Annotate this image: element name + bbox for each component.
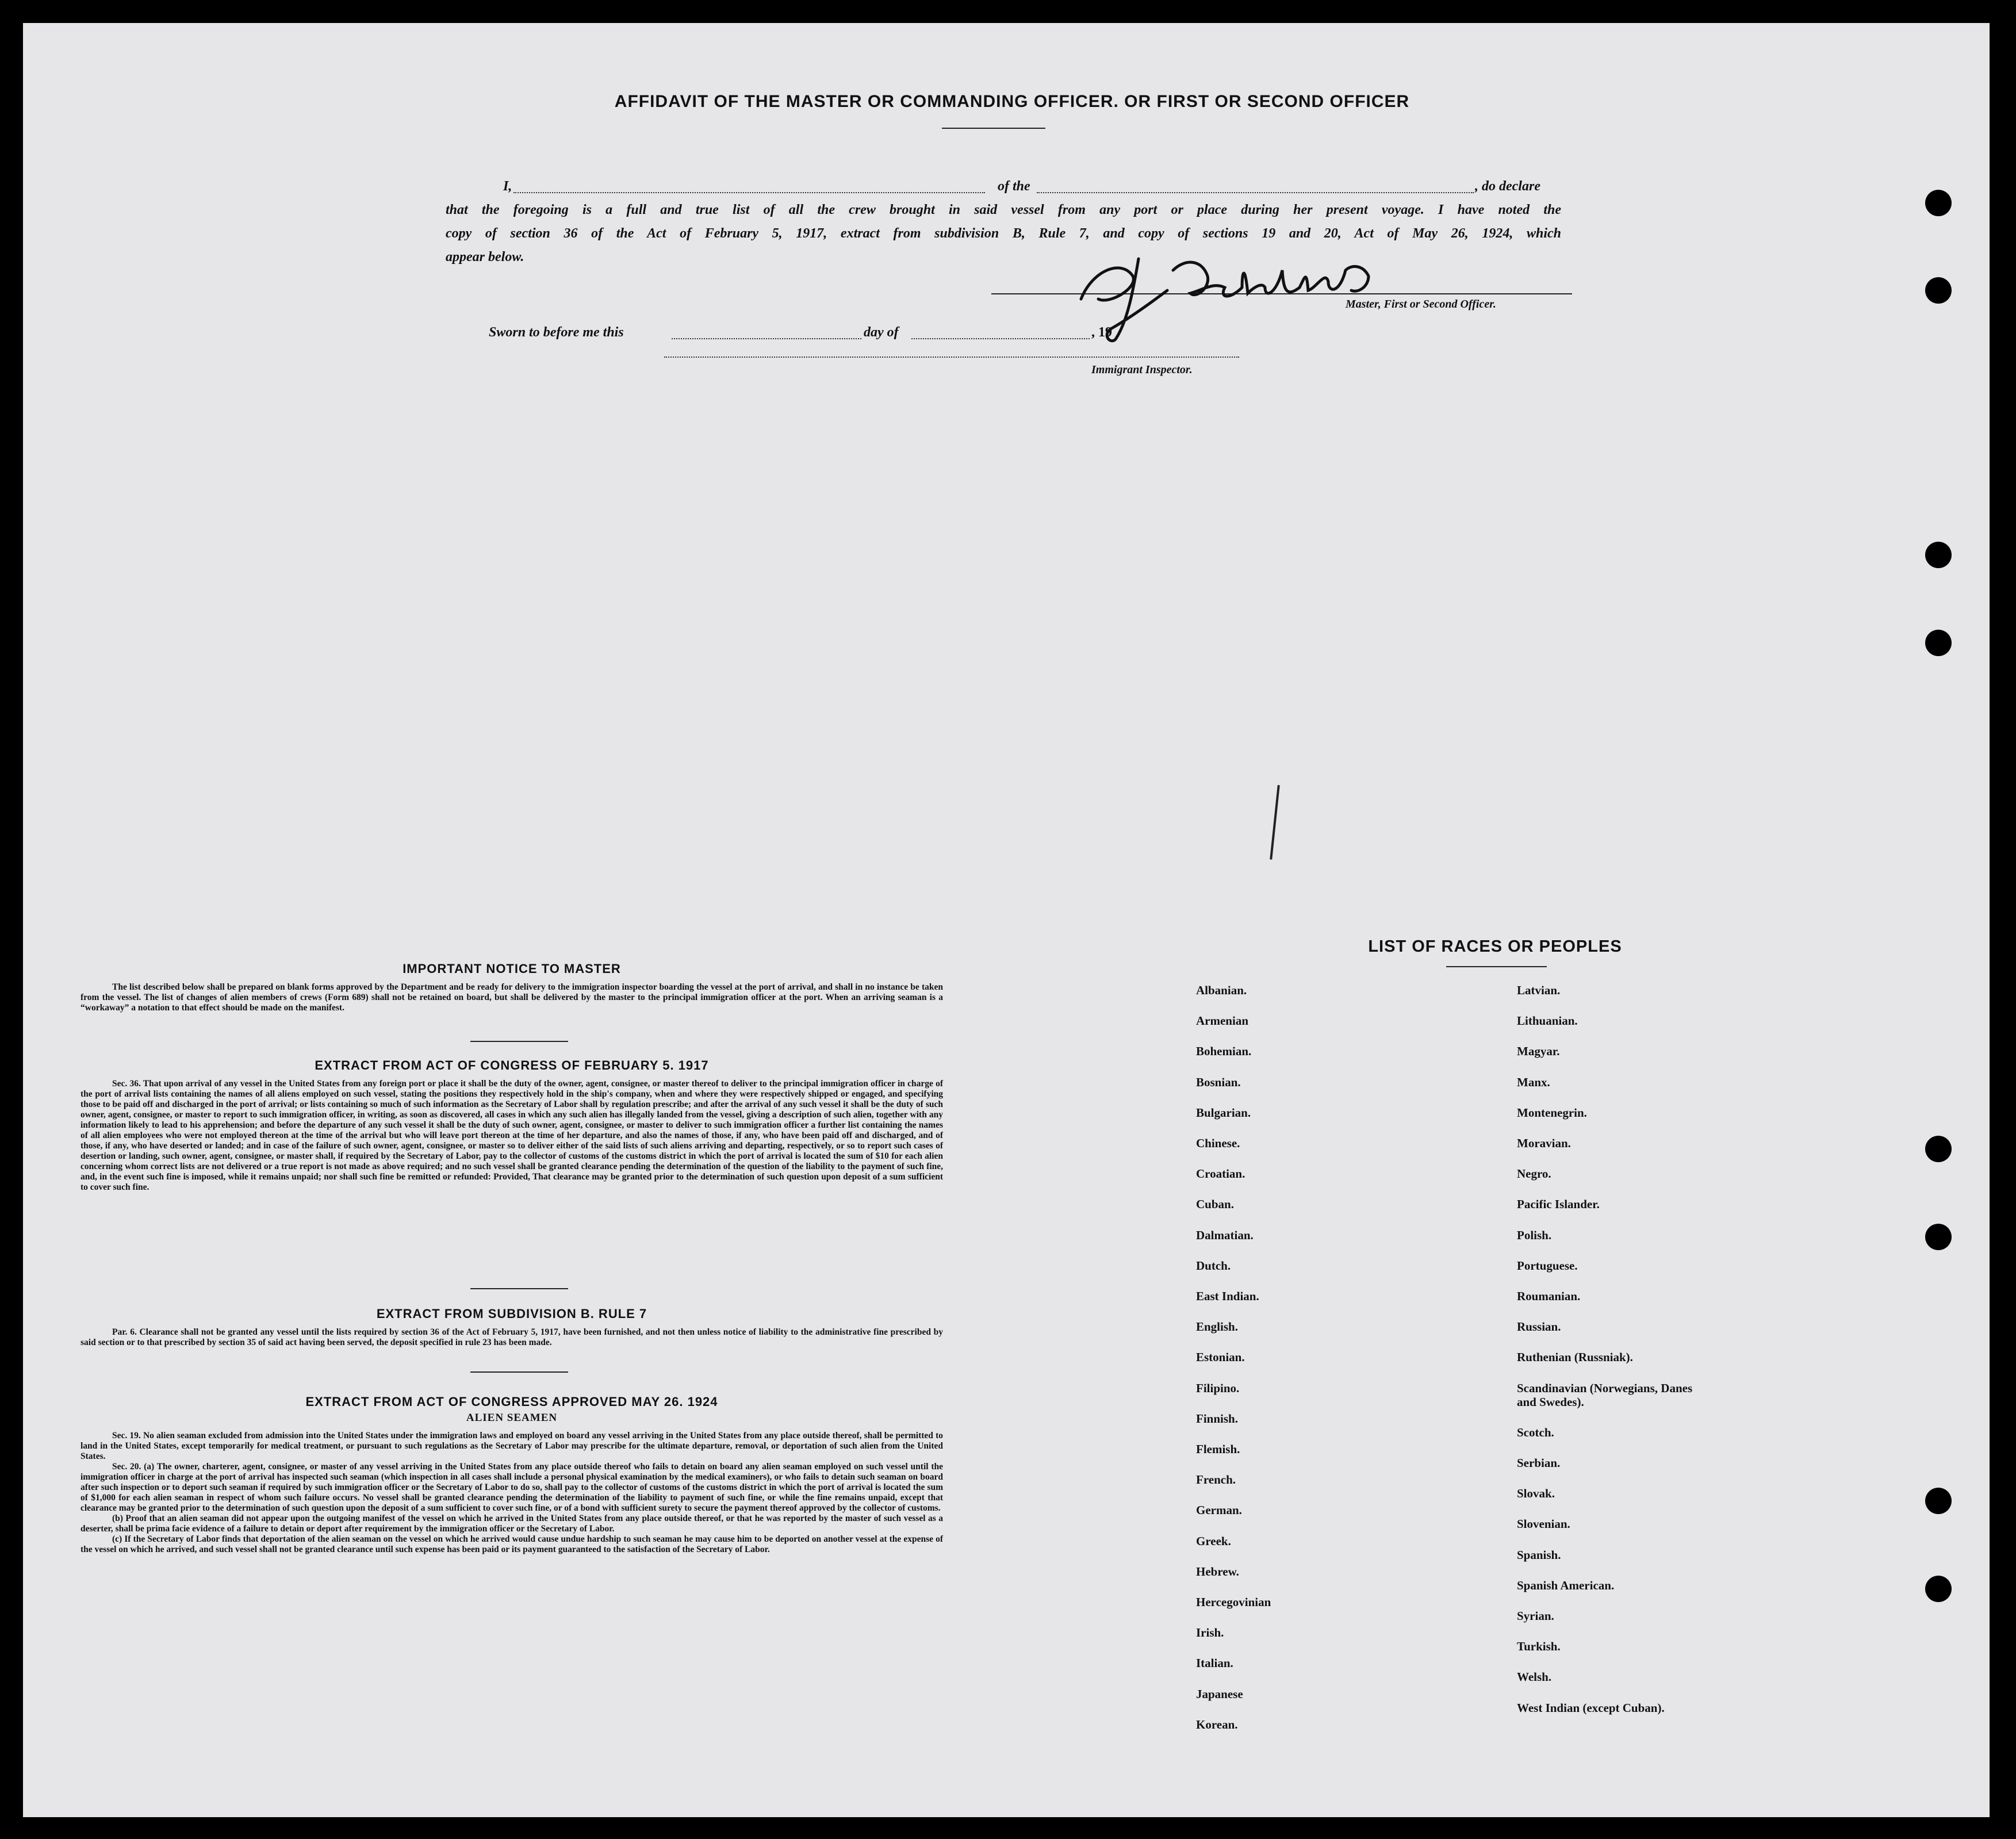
title-divider bbox=[942, 128, 1045, 129]
race-item: Greek. bbox=[1196, 1534, 1231, 1548]
races-title: LIST OF RACES OR PEOPLES bbox=[1368, 937, 1622, 956]
sec-20a-text: Sec. 20. (a) The owner, charterer, agent, consignee, or master of any vessel arriving in the United States from any place outside thereof who fails to detain on board any alien seaman employed on such vessel until the immigration officer in charge at the port of arrival has inspected such seaman (which inspection in all cases shall include a personal physical examination by the medical examiners), or who fails to detain such seaman on board after such inspection or to deport such seaman if required by such immigration officer or the Secretary of Labor to do so, shall pay to the collector of customs of the customs district in which the port of arrival is located the sum of $1,000 for each alien seaman in respect of whom such failure occurs. No vessel shall be granted clearance pending the determination of the liability to payment of such fine, or while the fine remains unpaid, except that clearance may be granted prior to the determination of such question upon the deposit of a sum sufficient to cover such fine, or of a bond with sufficient surety to secure the payment thereof approved by the collector of customs. bbox=[81, 1462, 943, 1513]
race-item: Cuban. bbox=[1196, 1197, 1234, 1212]
punch-hole bbox=[1925, 1488, 1952, 1514]
race-item: Welsh. bbox=[1517, 1670, 1552, 1684]
year-label: , 19 bbox=[1091, 325, 1112, 340]
sworn-line bbox=[489, 321, 1179, 344]
race-item: Lithuanian. bbox=[1517, 1014, 1578, 1028]
race-item: Negro. bbox=[1517, 1167, 1551, 1181]
race-item: Hebrew. bbox=[1196, 1564, 1239, 1579]
affidavit-i: I, bbox=[503, 179, 512, 194]
extract-1917-text: Sec. 36. That upon arrival of any vessel in the United States from any foreign port or place it shall be the duty of the owner, agent, consignee, or master thereof to deliver to the principal immigration officer in charge of the port of arrival lists containing the names of all aliens employed on such vessel, stating the positions they respectively hold in the ship's company, when and where they were respectively shipped or engaged, and specifying those to be paid off and discharged in the port of arrival; or lists containing so much of such information as the Secretary of Labor shall by regulation prescribe; and after the arrival of any such vessel it shall be the duty of such owner, agent, consignee, or master to report to such immigration officer, in writing, as soon as discovered, all cases in which any such alien has illegally landed from the vessel, giving a description of such alien, together with any information likely to lead to his apprehension; and before the departure of any such vessel it shall be the duty of such owner, agent, consignee, or master to deliver to such immigration officer a further list containing the names of all alien employees who were not employed thereon at the time of the arrival but who will leave port thereon at the time of her departure, and also the names of those, if any, who have been paid off and discharged, and of those, if any, who have deserted or landed; and in case of the failure of such owner, agent, consignee, or master so to deliver either of the said lists of such aliens arriving and departing, respectively, or so to report such cases of desertion or landing, such owner, agent, consignee, or master shall, if required by the Secretary of Labor, pay to the collector of customs of the customs district in which the port of arrival is located the sum of $10 for each alien concerning whom correct lists are not delivered or a true report is not made as above required; and no such vessel shall be granted clearance pending the determination of the question of the liability to the payment of such fine, and, in the event such fine is imposed, while it remains unpaid; nor shall such fine be remitted or refunded: Provided, That clearance may be granted prior to the determination of such question upon deposit of a sum sufficient to cover such fine. bbox=[81, 1079, 943, 1192]
race-item: Bosnian. bbox=[1196, 1075, 1241, 1089]
affidavit-line-4: appear below. bbox=[446, 250, 524, 265]
punch-hole bbox=[1925, 190, 1952, 216]
race-item: Filipino. bbox=[1196, 1381, 1240, 1395]
affidavit-line-2: that the foregoing is a full and true list of all the crew brought in said vessel from any port or place during her present voyage. I have noted the bbox=[446, 202, 1561, 217]
divider-1 bbox=[470, 1041, 568, 1042]
extract-1917-block bbox=[81, 1079, 943, 1193]
sworn-month-blank[interactable] bbox=[911, 338, 1090, 339]
race-item: Roumanian. bbox=[1517, 1289, 1581, 1303]
race-item: Dalmatian. bbox=[1196, 1228, 1254, 1242]
race-item: Slovak. bbox=[1517, 1486, 1555, 1501]
race-item: Turkish. bbox=[1517, 1639, 1561, 1654]
race-item: Ruthenian (Russniak). bbox=[1517, 1350, 1633, 1365]
alien-seamen-subtitle: ALIEN SEAMEN bbox=[466, 1412, 558, 1424]
punch-hole bbox=[1925, 277, 1952, 304]
race-item: Finnish. bbox=[1196, 1411, 1238, 1426]
punch-hole bbox=[1925, 630, 1952, 656]
race-item: Syrian. bbox=[1517, 1608, 1554, 1623]
divider-2 bbox=[470, 1288, 568, 1289]
sworn-day-blank[interactable] bbox=[672, 338, 861, 339]
inspector-blank[interactable] bbox=[664, 357, 1239, 358]
race-item: Bulgarian. bbox=[1196, 1105, 1251, 1120]
punch-hole bbox=[1925, 1224, 1952, 1250]
race-item: Albanian. bbox=[1196, 983, 1247, 997]
punch-hole bbox=[1925, 1136, 1952, 1162]
punch-hole bbox=[1925, 1576, 1952, 1602]
race-item: Korean. bbox=[1196, 1717, 1238, 1731]
race-item: Spanish. bbox=[1517, 1547, 1561, 1562]
race-item: Flemish. bbox=[1196, 1442, 1240, 1456]
race-item: Armenian bbox=[1196, 1014, 1248, 1028]
affidavit-title: AFFIDAVIT OF THE MASTER OR COMMANDING OFFICER. OR FIRST OR SECOND OFFICER bbox=[614, 92, 1410, 111]
race-item: Moravian. bbox=[1517, 1136, 1571, 1150]
notice-title: IMPORTANT NOTICE TO MASTER bbox=[403, 961, 621, 976]
race-item: Magyar. bbox=[1517, 1044, 1560, 1059]
race-item: Hercegovinian bbox=[1196, 1595, 1271, 1609]
race-item: West Indian (except Cuban). bbox=[1517, 1700, 1665, 1715]
affidavit-line-3: copy of section 36 of the Act of February 5, 1917, extract from subdivision B, Rule 7, and copy of sections 19 and 20, Act of May 26, 1924, which bbox=[446, 226, 1561, 241]
master-label: Master, First or Second Officer. bbox=[1346, 298, 1496, 311]
race-item: Japanese bbox=[1196, 1687, 1243, 1701]
races-divider bbox=[1446, 966, 1547, 967]
race-item: Irish. bbox=[1196, 1626, 1224, 1640]
race-item: Scotch. bbox=[1517, 1425, 1554, 1439]
race-item: East Indian. bbox=[1196, 1289, 1259, 1303]
race-item: French. bbox=[1196, 1473, 1236, 1487]
race-item: Russian. bbox=[1517, 1320, 1561, 1334]
race-item: Croatian. bbox=[1196, 1167, 1245, 1181]
extract-rule7-title: EXTRACT FROM SUBDIVISION B. RULE 7 bbox=[376, 1307, 647, 1321]
notice-text: The list described below shall be prepared on blank forms approved by the Department and be ready for delivery to the immigration inspector boarding the vessel at the port of arrival, and shall in no instance be taken from the vessel. The list of changes of alien members of crews (Form 689) shall not be retained on board, but shall be delivered by the master to the principal immigration officer at the port. When an arriving seaman is a “workaway” a notation to that effect should be made on the manifest. bbox=[81, 982, 943, 1013]
stray-pen-mark bbox=[1270, 785, 1280, 860]
race-item: Bohemian. bbox=[1196, 1044, 1252, 1059]
sworn-label: Sworn to before me this bbox=[489, 325, 624, 340]
race-item: Portuguese. bbox=[1517, 1258, 1578, 1273]
race-item: Spanish American. bbox=[1517, 1578, 1615, 1592]
race-item: Serbian. bbox=[1517, 1455, 1561, 1470]
race-item: German. bbox=[1196, 1503, 1242, 1518]
day-of-label: day of bbox=[864, 325, 899, 340]
vessel-blank[interactable] bbox=[1037, 192, 1474, 193]
inspector-label: Immigrant Inspector. bbox=[1091, 363, 1193, 376]
race-item: Slovenian. bbox=[1517, 1517, 1570, 1531]
race-item: Pacific Islander. bbox=[1517, 1197, 1600, 1212]
punch-hole bbox=[1925, 542, 1952, 568]
affidavit-of-the: of the bbox=[998, 179, 1030, 194]
notice-text-block bbox=[81, 982, 943, 1013]
race-item: Italian. bbox=[1196, 1656, 1233, 1671]
extract-1917-title: EXTRACT FROM ACT OF CONGRESS OF FEBRUARY 5. 1917 bbox=[315, 1058, 709, 1072]
race-item: Chinese. bbox=[1196, 1136, 1240, 1150]
sec-19-text: Sec. 19. No alien seaman excluded from admission into the United States under the immigration laws and employed on board any vessel arriving in the United States from any place outside thereof, shall be permitted to land in the United States, except temporarily for medical treatment, or pursuant to such regulations as the Secretary of Labor may prescribe for the ultimate departure, removal, or deportation of such alien from the United States. bbox=[81, 1431, 943, 1461]
race-item: Estonian. bbox=[1196, 1350, 1245, 1365]
affidavit-do-declare: , do declare bbox=[1475, 179, 1540, 194]
extract-rule7-text: Par. 6. Clearance shall not be granted any vessel until the lists required by section 36 of the Act of February 5, 1917, have been furnished, and not then unless notice of liability to the administrative fine prescribed by said section or to that prescribed by section 35 of said act having been served, the deposit specified in rule 23 has been made. bbox=[81, 1327, 943, 1347]
sec-20c-text: (c) If the Secretary of Labor finds that deportation of the alien seaman on the vessel on which he arrived would cause undue hardship to such seaman he may cause him to be deported on another vessel at the expense of the vessel on which he arrived, and such vessel shall not be granted clearance until such expense has been paid or its payment guaranteed to the satisfaction of the Secretary of Labor. bbox=[81, 1534, 943, 1554]
document-sheet bbox=[23, 23, 1990, 1817]
race-item: Latvian. bbox=[1517, 983, 1561, 997]
sec-20b-text: (b) Proof that an alien seaman did not appear upon the outgoing manifest of the vessel on which he arrived in the United States from any place outside thereof, or that he was reported by the master of such vessel as a deserter, shall be prima facie evidence of a failure to detain or deport after requirement by the immigration officer or the Secretary of Labor. bbox=[81, 1514, 943, 1534]
divider-3 bbox=[470, 1371, 568, 1373]
extract-rule7-block bbox=[81, 1327, 943, 1348]
race-item: Scandinavian (Norwegians, Danes and Swedes). bbox=[1517, 1381, 1693, 1409]
race-item: Polish. bbox=[1517, 1228, 1552, 1242]
race-item: Montenegrin. bbox=[1517, 1105, 1587, 1120]
race-item: Manx. bbox=[1517, 1075, 1550, 1089]
affidavit-line-1 bbox=[503, 175, 1561, 198]
race-item: English. bbox=[1196, 1320, 1238, 1334]
extract-1924-block bbox=[81, 1431, 943, 1555]
name-blank[interactable] bbox=[513, 192, 985, 193]
extract-1924-title: EXTRACT FROM ACT OF CONGRESS APPROVED MAY 26. 1924 bbox=[305, 1394, 718, 1409]
race-item: Dutch. bbox=[1196, 1258, 1231, 1273]
